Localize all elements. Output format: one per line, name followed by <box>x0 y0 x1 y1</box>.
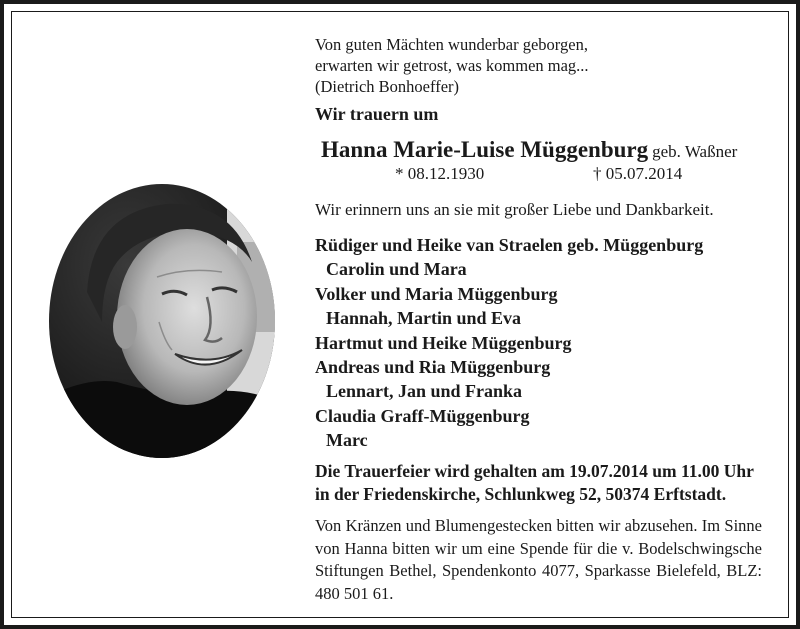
family-member: Andreas und Ria Müggenburg <box>315 357 551 378</box>
family-member: Hartmut und Heike Müggenburg <box>315 332 572 353</box>
funeral-service-info <box>315 460 754 506</box>
deceased-name-line <box>321 137 737 163</box>
quote-line: Von guten Mächten wunderbar geborgen, <box>315 35 588 54</box>
family-list <box>315 233 703 453</box>
remembrance-text: Wir erinnern uns an sie mit großer Liebe und Dankbarkeit. <box>315 200 714 219</box>
family-member: Hannah, Martin und Eva <box>326 308 522 329</box>
service-location-line: in der Friedenskirche, Schlunkweg 52, 50374 Erftstadt. <box>315 484 727 504</box>
donation-request: Von Kränzen und Blumengestecken bitten wir abzusehen. Im Sinne von Hanna bitten wir um eine Spende für die v. Bodelschwingsche Stiftungen Bethel, Spendenkonto 4077, Sparkasse Bielefeld, BLZ: 480 501 61. <box>315 516 762 603</box>
portrait-photo <box>47 182 277 460</box>
quote-line: erwarten wir getrost, was kommen mag... <box>315 56 589 75</box>
deceased-born-name: geb. Waßner <box>652 142 738 161</box>
birth-date: * 08.12.1930 <box>395 164 485 183</box>
service-date-line: Die Trauerfeier wird gehalten am 19.07.2014 um 11.00 Uhr <box>315 461 754 481</box>
death-date: † 05.07.2014 <box>593 164 683 183</box>
family-member: Claudia Graff-Müggenburg <box>315 405 530 426</box>
family-member: Volker und Maria Müggenburg <box>315 283 558 304</box>
bonhoeffer-quote <box>315 34 589 97</box>
quote-attribution: (Dietrich Bonhoeffer) <box>315 77 460 96</box>
deceased-name: Hanna Marie-Luise Müggenburg <box>321 137 649 162</box>
mourning-heading: Wir trauern um <box>315 104 439 124</box>
family-member: Rüdiger und Heike van Straelen geb. Müggenburg <box>315 235 704 255</box>
family-member: Marc <box>326 430 368 451</box>
family-member: Lennart, Jan und Franka <box>326 381 523 402</box>
family-member: Carolin und Mara <box>326 259 467 280</box>
